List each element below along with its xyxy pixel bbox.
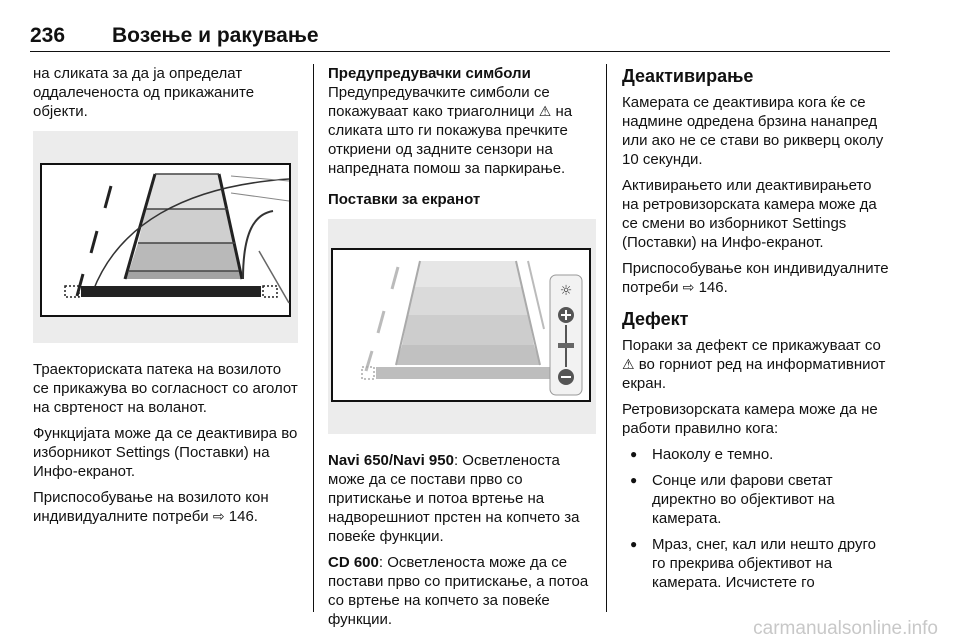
col3-paragraph-5: Ретровизорската камера може да не работи правилно кога: [622,401,878,437]
page-number: 236 [30,24,66,47]
col2-paragraph-1: Предупредувачките симболи се покажуваат како триаголници ⚠ на сликата што ги покажува пречките откриени од задните сензори на напредната помош за паркирање. [328,84,573,177]
warning-triangle-icon: ⚠ [622,356,635,372]
warning-triangle-icon: ⚠ [538,103,552,119]
column-1 [33,64,301,533]
col1-paragraph-1: на сликата за да ја определат оддалеченоста од прикажаните објекти. [33,65,255,120]
page-reference-icon: ⇨ [212,508,225,524]
column-3 [622,64,890,599]
col3-paragraph-4: Пораки за дефект се прикажуваат со ⚠ во горниот ред на информативниот екран. [622,337,886,392]
page-reference-icon: ⇨ [682,279,695,295]
page-ref-link[interactable]: 146. [698,279,728,296]
svg-text:☼: ☼ [559,283,573,299]
deactivation-heading: Деактивирање [622,66,754,86]
watermark: carmanualsonline.info [753,618,938,639]
column-divider [606,64,607,612]
camera-trajectory-figure [33,131,301,348]
defect-heading: Дефект [622,309,689,329]
list-item: ● Наоколу е темно. [622,445,890,464]
col3-paragraph-2: Активирањето или деактивирањето на ретровизорската камера може да се смени во изборникот Settings (Поставки) на Инфо-екранот. [622,177,877,251]
display-brightness-figure [328,219,596,439]
malfunction-conditions-list [622,445,890,592]
warning-symbols-heading: Предупредувачки симболи [328,65,531,82]
list-item: ● Сонце или фарови светат директно во објективот на камерата. [622,471,890,528]
page-ref-link[interactable]: 146. [228,508,258,525]
column-divider [313,64,314,612]
page-header [30,20,890,56]
col1-paragraph-3: Функцијата може да се деактивира во изборникот Settings (Поставки) на Инфо-екранот. [33,425,298,480]
col1-paragraph-2: Траекториската патека на возилото се прикажува во согласност со аголот на свртеност на воланот. [33,361,298,416]
column-2 [328,64,596,636]
chapter-title: Возење и ракување [112,24,319,47]
col2-paragraph-cd: CD 600: Осветленоста може да се постави прво со притискање, а потоа со вртење на копчето за повеќе функции. [328,554,589,628]
list-item: ● Мраз, снег, кал или нешто друго го прекрива објективот на камерата. Исчистете го [622,535,890,592]
col2-paragraph-navi: Navi 650/Navi 950: Осветленоста може да се постави прво со притискање и потоа вртење на надворешниот прстен на копчето за повеќе функции. [328,452,580,545]
display-settings-heading: Поставки за екранот [328,191,481,208]
col3-paragraph-3: Приспособување кон индивидуалните потреби ⇨ 146. [622,260,889,296]
header-rule [30,51,890,52]
col3-paragraph-1: Камерата се деактивира кога ќе се надмине одредена брзина нанапред или ако не се стави во рикверц околу 10 секунди. [622,94,884,168]
col1-paragraph-4: Приспособување на возилото кон индивидуалните потреби ⇨ 146. [33,489,269,525]
